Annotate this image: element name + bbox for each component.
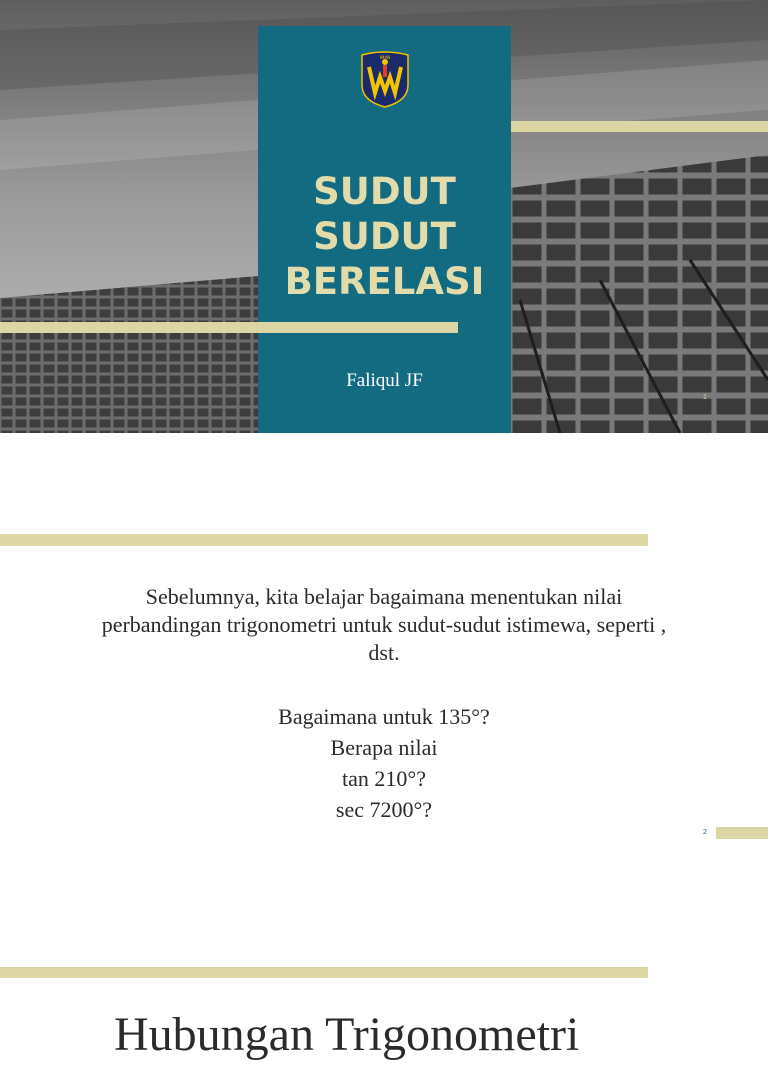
page-number: 1 — [703, 394, 707, 401]
question-item: sec 7200°? — [335, 797, 433, 822]
content-slide — [0, 433, 768, 959]
next-slide — [0, 959, 768, 1061]
title-panel — [258, 26, 511, 433]
intro-paragraph: Sebelumnya, kita belajar bagaimana menentukan nilai perbandingan trigonometri untuk sudut-sudut istimewa, seperti , dst. — [101, 584, 667, 665]
author-name: Faliqul JF — [346, 370, 423, 391]
university-logo — [358, 51, 412, 109]
accent-bar-lower — [0, 322, 458, 333]
question-item: Bagaimana untuk 135°? — [278, 704, 490, 729]
question-list — [94, 701, 674, 825]
accent-bar-right — [716, 827, 768, 839]
svg-text:IMAN: IMAN — [379, 55, 391, 60]
question-item: tan 210°? — [342, 766, 426, 791]
question-item: Berapa nilai — [330, 735, 438, 760]
page-number: 2 — [703, 829, 707, 836]
accent-bar-top — [0, 967, 648, 978]
title-line-3: BERELASI — [284, 260, 485, 303]
accent-bar-top — [0, 534, 648, 546]
title-slide — [0, 0, 768, 433]
slide-title-partial: Hubungan Trigonometri — [114, 1008, 580, 1061]
title-line-2: SUDUT — [313, 215, 456, 258]
title-line-1: SUDUT — [313, 170, 456, 213]
